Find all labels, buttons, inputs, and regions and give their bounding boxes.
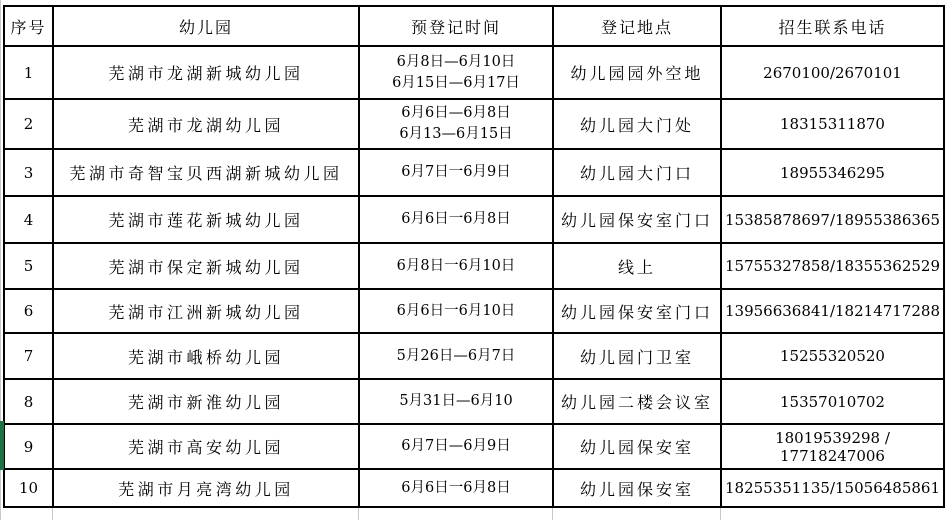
cell-time: 6月7日—6月9日: [359, 424, 553, 469]
cell-time: 6月6日一6月10日: [359, 289, 553, 333]
table-row: [4, 289, 944, 333]
cell-time: 6月7日一6月9日: [359, 149, 553, 196]
cell-phone: 18019539298 / 17718247006: [721, 424, 944, 469]
cell-time: 6月6日一6月8日: [359, 469, 553, 507]
kindergarten-registration-table: [3, 5, 945, 508]
cell-time: 6月6日—6月8日 6月13—6月15日: [359, 99, 553, 149]
cell-location: 幼儿园保安室门口: [553, 196, 721, 243]
cell-row-index: 10: [4, 469, 53, 507]
cell-row-index: 3: [4, 149, 53, 196]
outer-gridline-stub: [552, 507, 553, 520]
cell-row-index: 7: [4, 333, 53, 379]
cell-time: 6月8日—6月10日 6月15日—6月17日: [359, 46, 553, 99]
cell-location: 幼儿园保安室: [553, 469, 721, 507]
header-kindergarten: 幼儿园: [53, 6, 359, 46]
cell-row-index: 2: [4, 99, 53, 149]
table-row: [4, 243, 944, 289]
cell-phone: 15385878697/18955386365: [721, 196, 944, 243]
cell-location: 幼儿园园外空地: [553, 46, 721, 99]
cell-phone: 13956636841/18214717288: [721, 289, 944, 333]
cell-phone: 15755327858/18355362529: [721, 243, 944, 289]
cell-phone: 18255351135/15056485861: [721, 469, 944, 507]
cell-phone: 2670100/2670101: [721, 46, 944, 99]
cell-location: 线上: [553, 243, 721, 289]
cell-kindergarten: 芜湖市保定新城幼儿园: [53, 243, 359, 289]
table-row: [4, 469, 944, 507]
cell-phone: 18955346295: [721, 149, 944, 196]
cell-row-index: 6: [4, 289, 53, 333]
cell-location: 幼儿园保安室: [553, 424, 721, 469]
row-selection-indicator: [0, 421, 4, 470]
cell-kindergarten: 芜湖市高安幼儿园: [53, 424, 359, 469]
cell-time: 5月31日—6月10: [359, 379, 553, 424]
table-row: [4, 149, 944, 196]
header-index: 序号: [4, 6, 53, 46]
header-row: [4, 6, 944, 46]
cell-location: 幼儿园保安室门口: [553, 289, 721, 333]
cell-kindergarten: 芜湖市峨桥幼儿园: [53, 333, 359, 379]
header-time: 预登记时间: [359, 6, 553, 46]
cell-location: 幼儿园大门处: [553, 99, 721, 149]
table-row: [4, 99, 944, 149]
cell-phone: 18315311870: [721, 99, 944, 149]
table-row: [4, 196, 944, 243]
cell-row-index: 9: [4, 424, 53, 469]
cell-time: 6月6日一6月8日: [359, 196, 553, 243]
cell-location: 幼儿园大门口: [553, 149, 721, 196]
cell-location: 幼儿园二楼会议室: [553, 379, 721, 424]
header-phone: 招生联系电话: [721, 6, 944, 46]
cell-time: 5月26日—6月7日: [359, 333, 553, 379]
header-location: 登记地点: [553, 6, 721, 46]
table-row: [4, 424, 944, 469]
cell-kindergarten: 芜湖市龙湖幼儿园: [53, 99, 359, 149]
cell-kindergarten: 芜湖市月亮湾幼儿园: [53, 469, 359, 507]
cell-location: 幼儿园门卫室: [553, 333, 721, 379]
cell-phone: 15357010702: [721, 379, 944, 424]
cell-row-index: 8: [4, 379, 53, 424]
cell-row-index: 5: [4, 243, 53, 289]
table-row: [4, 333, 944, 379]
cell-kindergarten: 芜湖市奇智宝贝西湖新城幼儿园: [53, 149, 359, 196]
cell-row-index: 4: [4, 196, 53, 243]
table-row: [4, 379, 944, 424]
outer-gridline-stub: [52, 507, 53, 520]
cell-phone: 15255320520: [721, 333, 944, 379]
cell-kindergarten: 芜湖市龙湖新城幼儿园: [53, 46, 359, 99]
outer-gridline-stub: [720, 507, 721, 520]
table-row: [4, 46, 944, 99]
cell-kindergarten: 芜湖市新淮幼儿园: [53, 379, 359, 424]
outer-gridline-stub: [358, 507, 359, 520]
cell-time: 6月8日一6月10日: [359, 243, 553, 289]
cell-kindergarten: 芜湖市江洲新城幼儿园: [53, 289, 359, 333]
cell-row-index: 1: [4, 46, 53, 99]
cell-kindergarten: 芜湖市莲花新城幼儿园: [53, 196, 359, 243]
